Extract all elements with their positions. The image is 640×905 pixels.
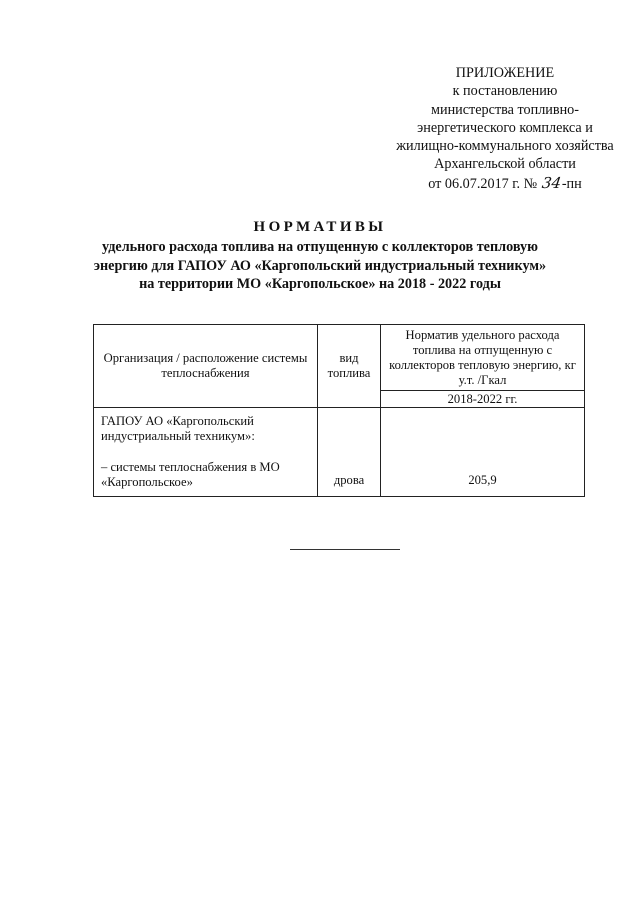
appendix-line: энергетического комплекса и: [417, 119, 593, 136]
cell-value: 205,9: [381, 408, 585, 497]
document-title: [40, 216, 600, 294]
table-row: [94, 408, 585, 497]
cell-org: [94, 408, 318, 497]
org-name: ГАПОУ АО «Каргопольский индустриальный техникум»:: [101, 414, 255, 443]
appendix-block: [380, 64, 630, 193]
org-system: – системы теплоснабжения в МО «Каргопольское»: [101, 460, 280, 489]
appendix-date-line: [380, 174, 630, 193]
norms-table: [93, 324, 585, 497]
appendix-line: к постановлению: [452, 83, 558, 100]
appendix-line: министерства топливно-: [431, 101, 579, 118]
handwritten-number: 34: [540, 173, 563, 192]
title-line-2: энергию для ГАПОУ АО «Каргопольский индустриальный техникум»: [93, 257, 547, 274]
header-fuel: вид топлива: [318, 325, 381, 408]
appendix-title: ПРИЛОЖЕНИЕ: [455, 65, 555, 81]
header-norm: Норматив удельного расхода топлива на отпущенную с коллекторов тепловую энергию, кг у.т. /Гкал: [381, 325, 585, 391]
table-header-row: [94, 325, 585, 391]
header-years: 2018-2022 гг.: [381, 391, 585, 408]
cell-fuel: дрова: [318, 408, 381, 497]
appendix-line: жилищно-коммунального хозяйства: [396, 138, 614, 155]
appendix-line: Архангельской области: [434, 156, 576, 173]
title-line-3: на территории МО «Каргопольское» на 2018 - 2022 годы: [139, 276, 501, 293]
title-heading: НОРМАТИВЫ: [253, 219, 387, 235]
appendix-date: от 06.07.2017 г. №: [428, 175, 538, 192]
title-line-1: удельного расхода топлива на отпущенную с коллекторов тепловую: [102, 239, 538, 255]
end-divider: [290, 549, 400, 550]
header-org: Организация / расположение системы теплоснабжения: [94, 325, 318, 408]
number-suffix: -пн: [561, 175, 582, 192]
